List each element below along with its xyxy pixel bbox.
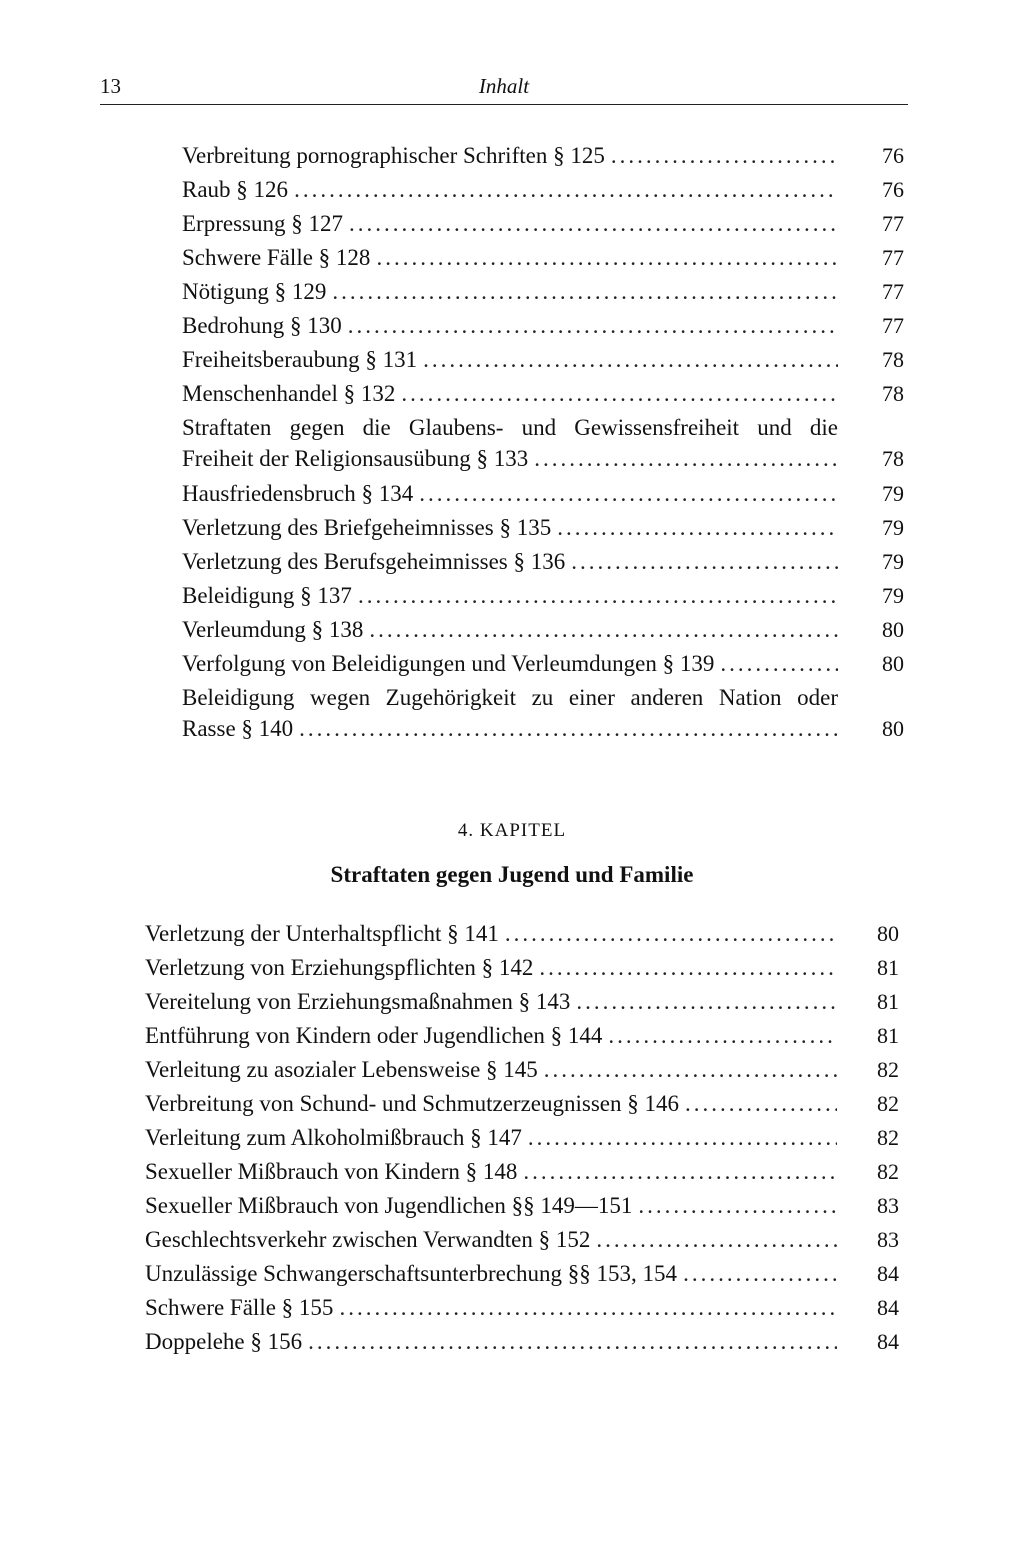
- toc-entry-page: 82: [877, 1159, 899, 1184]
- leader-dots: [539, 952, 837, 983]
- leader-dots: [571, 546, 838, 577]
- toc-entry-page: 77: [882, 245, 904, 270]
- toc-entry-label: Doppelehe § 156: [145, 1329, 303, 1354]
- toc-entry-page: 79: [882, 481, 904, 506]
- toc-entry-page: 84: [877, 1261, 899, 1286]
- toc-entry-label: Vereitelung von Erziehungsmaßnahmen § 143: [145, 989, 571, 1014]
- toc-entry: [145, 1088, 899, 1119]
- toc-entry: [182, 512, 904, 543]
- toc-entry: [145, 1326, 899, 1357]
- toc-entry-page: 79: [882, 549, 904, 574]
- leader-dots: [544, 1054, 837, 1085]
- leader-dots: [401, 378, 838, 409]
- toc-entry-label: Hausfriedensbruch § 134: [182, 481, 414, 506]
- toc-entry-label: Verletzung des Briefgeheimnisses § 135: [182, 515, 552, 540]
- toc-entry-label-line1: Beleidigung wegen Zugehörigkeit zu einer anderen Nation oder: [182, 685, 838, 710]
- toc-entry: [182, 546, 904, 577]
- toc-entry-label-line1: Straftaten gegen die Glaubens- und Gewissensfreiheit und die: [182, 415, 838, 440]
- toc-entry-page: 82: [877, 1091, 899, 1116]
- toc-entry-label: Verbreitung von Schund- und Schmutzerzeugnissen § 146: [145, 1091, 680, 1116]
- leader-dots: [339, 1292, 837, 1323]
- chapter-label: 4. KAPITEL: [457, 820, 567, 841]
- toc-entry-label: Menschenhandel § 132: [182, 381, 396, 406]
- toc-entry: [145, 1122, 899, 1153]
- toc-entry: [182, 140, 904, 171]
- toc-entry-page: 80: [882, 716, 904, 741]
- toc-entry-label: Bedrohung § 130: [182, 313, 342, 338]
- toc-entry: [145, 1054, 899, 1085]
- toc-entry-page: 78: [882, 446, 904, 471]
- toc-entry: [182, 478, 904, 509]
- toc-entry: [145, 1190, 899, 1221]
- page-header: [100, 74, 908, 105]
- toc-entry-label: Verletzung von Erziehungspflichten § 142: [145, 955, 534, 980]
- toc-entry: [145, 1156, 899, 1187]
- leader-dots: [369, 614, 838, 645]
- toc-entry-page: 79: [882, 583, 904, 608]
- toc-entry-label: Unzulässige Schwangerschaftsunterbrechung §§ 153, 154: [145, 1261, 678, 1286]
- leader-dots: [299, 713, 838, 744]
- toc-entry: [145, 1224, 899, 1255]
- toc-entry-page: 76: [882, 143, 904, 168]
- leader-dots: [505, 918, 837, 949]
- toc-entry-label: Verletzung der Unterhaltspflicht § 141: [145, 921, 499, 946]
- toc-entry-page: 80: [877, 921, 899, 946]
- toc-entry: [182, 276, 904, 307]
- toc-entry-label: Raub § 126: [182, 177, 289, 202]
- leader-dots: [528, 1122, 837, 1153]
- toc-entry: [145, 986, 899, 1017]
- toc-entry-label: Geschlechtsverkehr zwischen Verwandten § 152: [145, 1227, 591, 1252]
- toc-entry: [182, 580, 904, 611]
- leader-dots: [376, 242, 838, 273]
- leader-dots: [419, 478, 838, 509]
- toc-entry: [145, 1258, 899, 1289]
- toc-entry-page: 82: [877, 1057, 899, 1082]
- running-head: Inhalt: [478, 74, 530, 98]
- toc-entry-label: Sexueller Mißbrauch von Jugendlichen §§ 149—151: [145, 1193, 633, 1218]
- toc-entry-label: Verbreitung pornographischer Schriften § 125: [182, 143, 605, 168]
- toc-entry: [145, 1020, 899, 1051]
- toc-entry: [145, 952, 899, 983]
- toc-entry-page: 83: [877, 1193, 899, 1218]
- toc-entry-label: Schwere Fälle § 155: [145, 1295, 334, 1320]
- toc-entry-page: 77: [882, 313, 904, 338]
- toc-entry-label: Beleidigung § 137: [182, 583, 352, 608]
- leader-dots: [576, 986, 837, 1017]
- toc-entry-page: 79: [882, 515, 904, 540]
- leader-dots: [638, 1190, 837, 1221]
- toc-entry-label: Rasse § 140: [182, 716, 294, 741]
- toc-entry: [182, 208, 904, 239]
- toc-entry-label: Freiheitsberaubung § 131: [182, 347, 418, 372]
- toc-entry-page: 78: [882, 381, 904, 406]
- leader-dots: [349, 208, 838, 239]
- leader-dots: [348, 310, 838, 341]
- toc-entry: [182, 648, 904, 679]
- toc-entry-page: 81: [877, 1023, 899, 1048]
- toc-entry-page: 84: [877, 1295, 899, 1320]
- leader-dots: [557, 512, 838, 543]
- page-number: 13: [100, 74, 121, 98]
- toc-entry: [182, 310, 904, 341]
- toc-entry-label: Schwere Fälle § 128: [182, 245, 371, 270]
- toc-entry-label: Entführung von Kindern oder Jugendlichen § 144: [145, 1023, 603, 1048]
- leader-dots: [720, 648, 838, 679]
- leader-dots: [332, 276, 838, 307]
- leader-dots: [608, 1020, 837, 1051]
- toc-entry-page: 81: [877, 955, 899, 980]
- toc-entry: [145, 918, 899, 949]
- toc-entry: [182, 682, 904, 744]
- toc-entry-label: Freiheit der Religionsausübung § 133: [182, 446, 529, 471]
- leader-dots: [596, 1224, 837, 1255]
- leader-dots: [308, 1326, 837, 1357]
- toc-entry: [182, 614, 904, 645]
- toc-entry-label: Verleumdung § 138: [182, 617, 364, 642]
- leader-dots: [683, 1258, 837, 1289]
- toc-entry-label: Nötigung § 129: [182, 279, 327, 304]
- toc-entry-page: 83: [877, 1227, 899, 1252]
- leader-dots: [611, 140, 838, 171]
- toc-entry-label: Erpressung § 127: [182, 211, 343, 236]
- leader-dots: [523, 1156, 837, 1187]
- toc-entry-label: Verletzung des Berufsgeheimnisses § 136: [182, 549, 566, 574]
- toc-entry-page: 77: [882, 211, 904, 236]
- toc-entry: [182, 344, 904, 375]
- toc-entry-label: Verfolgung von Beleidigungen und Verleumdungen § 139: [182, 651, 715, 676]
- toc-entry-label: Sexueller Mißbrauch von Kindern § 148: [145, 1159, 518, 1184]
- toc-entry: [182, 412, 904, 474]
- toc-entry-page: 76: [882, 177, 904, 202]
- toc-entry-page: 80: [882, 617, 904, 642]
- leader-dots: [423, 344, 838, 375]
- toc-entry: [145, 1292, 899, 1323]
- leader-dots: [294, 174, 838, 205]
- toc-entry: [182, 242, 904, 273]
- toc-entry-page: 81: [877, 989, 899, 1014]
- toc-entry-label: Verleitung zum Alkoholmißbrauch § 147: [145, 1125, 522, 1150]
- leader-dots: [534, 443, 838, 474]
- toc-entry-page: 84: [877, 1329, 899, 1354]
- toc-entry: [182, 378, 904, 409]
- toc-entry-page: 82: [877, 1125, 899, 1150]
- leader-dots: [685, 1088, 837, 1119]
- chapter-title: Straftaten gegen Jugend und Familie: [330, 862, 694, 887]
- toc-entry-page: 80: [882, 651, 904, 676]
- toc-entry-page: 77: [882, 279, 904, 304]
- toc-entry-label: Verleitung zu asozialer Lebensweise § 145: [145, 1057, 538, 1082]
- leader-dots: [358, 580, 838, 611]
- toc-entry-page: 78: [882, 347, 904, 372]
- toc-entry: [182, 174, 904, 205]
